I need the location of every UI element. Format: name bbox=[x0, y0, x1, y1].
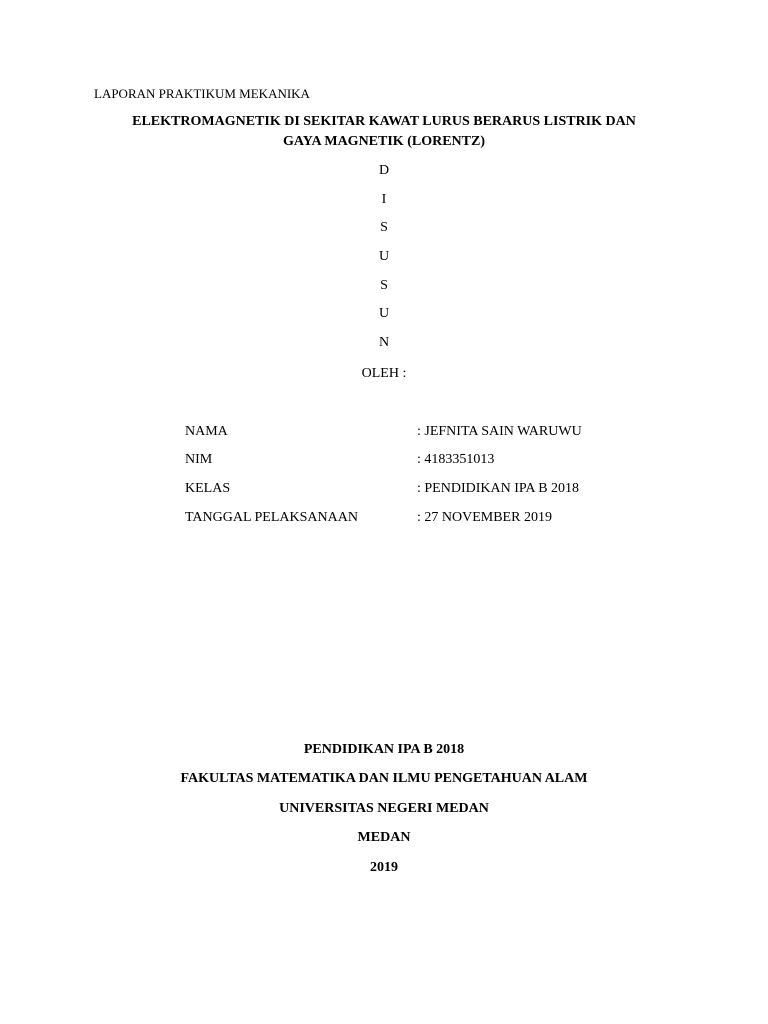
identity-row-nim bbox=[0, 452, 768, 470]
disusun-letter: S bbox=[380, 278, 388, 293]
disusun-letter: I bbox=[381, 192, 387, 207]
report-type-header: LAPORAN PRAKTIKUM MEKANIKA bbox=[94, 86, 310, 101]
identity-label: NAMA bbox=[185, 424, 228, 439]
identity-value: : 4183351013 bbox=[417, 452, 495, 467]
footer-city: MEDAN bbox=[357, 830, 411, 845]
disusun-letter: N bbox=[378, 335, 390, 350]
identity-label: NIM bbox=[185, 452, 213, 467]
footer-year: 2019 bbox=[370, 860, 398, 875]
report-title bbox=[84, 112, 684, 152]
disusun-letter: S bbox=[380, 220, 388, 235]
identity-value: : PENDIDIKAN IPA B 2018 bbox=[417, 481, 580, 496]
identity-row-kelas bbox=[0, 481, 768, 499]
footer-university: UNIVERSITAS NEGERI MEDAN bbox=[279, 801, 489, 816]
identity-row-nama bbox=[0, 424, 768, 442]
disusun-letter: U bbox=[378, 306, 390, 321]
footer-faculty: FAKULTAS MATEMATIKA DAN ILMU PENGETAHUAN ALAM bbox=[180, 771, 588, 786]
report-title-line-1: ELEKTROMAGNETIK DI SEKITAR KAWAT LURUS BERARUS LISTRIK DAN bbox=[132, 114, 636, 129]
identity-row-tanggal bbox=[0, 510, 768, 528]
footer-program: PENDIDIKAN IPA B 2018 bbox=[303, 742, 465, 757]
oleh-label: OLEH : bbox=[361, 366, 407, 381]
identity-value: : 27 NOVEMBER 2019 bbox=[417, 510, 552, 525]
disusun-letter: D bbox=[378, 163, 390, 178]
identity-label: KELAS bbox=[185, 481, 231, 496]
identity-label: TANGGAL PELAKSANAAN bbox=[185, 510, 358, 525]
disusun-letter: U bbox=[378, 249, 390, 264]
identity-value: : JEFNITA SAIN WARUWU bbox=[417, 424, 582, 439]
report-title-line-2: GAYA MAGNETIK (LORENTZ) bbox=[282, 134, 485, 149]
